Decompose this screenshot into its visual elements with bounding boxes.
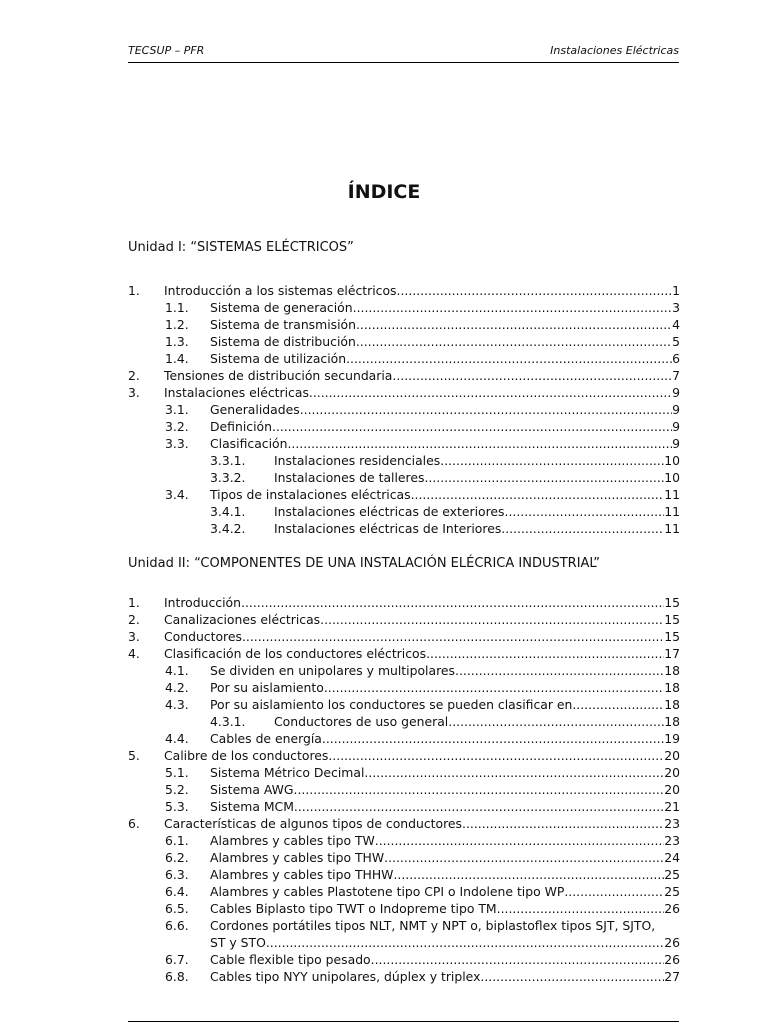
- toc-entry-label: Se dividen en unipolares y multipolares: [210, 663, 455, 678]
- toc-entry-page: 20: [664, 782, 680, 797]
- toc-entry-number: 3.3.2.: [210, 470, 246, 485]
- toc-entry[interactable]: [128, 747, 680, 764]
- toc-leader-dots: [353, 299, 672, 316]
- toc-entry-number: 6.: [128, 816, 140, 831]
- toc-entry-page: 11: [664, 521, 680, 536]
- toc-entry-label: Tensiones de distribución secundaria: [164, 368, 393, 383]
- toc-entry-label: Clasificación de los conductores eléctricos: [164, 646, 427, 661]
- toc-entry-page: 17: [664, 646, 680, 661]
- toc-entry-number: 6.3.: [165, 867, 189, 882]
- unit-1-heading: Unidad I: “SISTEMAS ELÉCTRICOS”: [128, 240, 354, 255]
- toc-entry[interactable]: [128, 435, 680, 452]
- toc-entry-number: 3.: [128, 629, 140, 644]
- toc-entry-number: 5.: [128, 748, 140, 763]
- toc-leader-dots: [364, 764, 664, 781]
- toc-entry-number: 1.: [128, 283, 140, 298]
- toc-entry-label: Generalidades: [210, 402, 300, 417]
- toc-entry-page: 11: [664, 504, 680, 519]
- toc-entry-label: Alambres y cables tipo THW: [210, 850, 385, 865]
- toc-leader-dots: [462, 815, 664, 832]
- toc-entry[interactable]: [128, 418, 680, 435]
- toc-entry-label: Sistema Métrico Decimal: [210, 765, 365, 780]
- toc-leader-dots: [426, 645, 664, 662]
- toc-entry-page: 26: [664, 901, 680, 916]
- toc-entry[interactable]: [128, 520, 680, 537]
- toc-entry[interactable]: [128, 452, 680, 469]
- toc-entry-label: Tipos de instalaciones eléctricas: [210, 487, 411, 502]
- toc-entry-label: Conductores: [164, 629, 242, 644]
- toc-entry[interactable]: [128, 900, 680, 917]
- toc-entry-label: Sistema de utilización: [210, 351, 347, 366]
- toc-entry-number: 3.4.1.: [210, 504, 246, 519]
- toc-entry-label: ST y STO: [210, 935, 266, 950]
- toc-leader-dots: [272, 418, 672, 435]
- toc-entry[interactable]: [128, 282, 680, 299]
- toc-leader-dots: [480, 968, 664, 985]
- toc-entry-label: Introducción a los sistemas eléctricos: [164, 283, 397, 298]
- toc-entry-number: 4.: [128, 646, 140, 661]
- toc-leader-dots: [328, 747, 664, 764]
- toc-entry-label: Alambres y cables tipo TW: [210, 833, 375, 848]
- toc-leader-dots: [320, 611, 664, 628]
- toc-entry-number: 2.: [128, 368, 140, 383]
- toc-entry[interactable]: [128, 968, 680, 985]
- toc-entry-number: 1.3.: [165, 334, 189, 349]
- toc-entry-page: 18: [664, 680, 680, 695]
- toc-entry-page: 9: [672, 385, 680, 400]
- toc-entry-number: 1.: [128, 595, 140, 610]
- toc-entry-label-line1: Cordones portátiles tipos NLT, NMT y NPT o, biplastoflex tipos SJT, SJTO,: [210, 918, 656, 933]
- toc-leader-dots: [455, 662, 664, 679]
- toc-entry-page: 15: [664, 595, 680, 610]
- toc-entry-page: 20: [664, 765, 680, 780]
- toc-entry[interactable]: [128, 696, 680, 713]
- toc-entry[interactable]: [128, 764, 680, 781]
- toc-entry-label: Calibre de los conductores: [164, 748, 329, 763]
- toc-entry-page: 18: [664, 697, 680, 712]
- toc-leader-dots: [411, 486, 665, 503]
- toc-leader-dots: [397, 282, 673, 299]
- toc-entry[interactable]: [128, 469, 680, 486]
- unit-2-toc: [128, 594, 680, 985]
- toc-entry-number: 4.3.: [165, 697, 189, 712]
- toc-leader-dots: [324, 679, 664, 696]
- toc-entry-number: 3.4.2.: [210, 521, 246, 536]
- toc-entry-number: 6.6.: [165, 918, 189, 933]
- toc-entry-page: 23: [664, 833, 680, 848]
- toc-leader-dots: [393, 866, 664, 883]
- toc-leader-dots: [294, 781, 665, 798]
- unit-2-heading: Unidad II: “COMPONENTES DE UNA INSTALACIÓN ELÉCRICA INDUSTRIAL”: [128, 556, 600, 571]
- toc-leader-dots: [242, 628, 664, 645]
- toc-leader-dots: [384, 849, 664, 866]
- page-header: [128, 44, 679, 63]
- toc-entry[interactable]: [128, 798, 680, 815]
- toc-entry-label: Instalaciones eléctricas: [164, 385, 309, 400]
- toc-entry-label: Conductores de uso general: [274, 714, 449, 729]
- toc-entry-page: 15: [664, 612, 680, 627]
- toc-entry[interactable]: [128, 594, 680, 611]
- toc-entry-number: 3.: [128, 385, 140, 400]
- toc-entry-page: 20: [664, 748, 680, 763]
- toc-entry-page: 9: [672, 419, 680, 434]
- toc-entry[interactable]: [128, 883, 680, 900]
- toc-entry-label: Instalaciones de talleres: [274, 470, 425, 485]
- toc-entry-page: 24: [664, 850, 680, 865]
- toc-entry[interactable]: [128, 401, 680, 418]
- toc-entry-number: 2.: [128, 612, 140, 627]
- toc-entry-number: 6.5.: [165, 901, 189, 916]
- toc-entry-label: Sistema MCM: [210, 799, 294, 814]
- toc-entry[interactable]: [128, 316, 680, 333]
- toc-entry-page: 26: [664, 952, 680, 967]
- toc-entry[interactable]: [128, 350, 680, 367]
- toc-entry-page: 25: [664, 867, 680, 882]
- toc-entry-number: 5.2.: [165, 782, 189, 797]
- toc-entry-label: Sistema de distribución: [210, 334, 356, 349]
- toc-entry-label: Cables de energía: [210, 731, 322, 746]
- toc-entry-page: 18: [664, 714, 680, 729]
- page-title: ÍNDICE: [347, 181, 421, 203]
- toc-entry-number: 6.8.: [165, 969, 189, 984]
- toc-entry-page: 4: [672, 317, 680, 332]
- toc-leader-dots: [440, 452, 664, 469]
- toc-entry[interactable]: [128, 781, 680, 798]
- toc-entry[interactable]: [128, 679, 680, 696]
- toc-entry-label: Definición: [210, 419, 272, 434]
- toc-entry[interactable]: [128, 849, 680, 866]
- toc-entry-page: 21: [664, 799, 680, 814]
- toc-leader-dots: [300, 401, 672, 418]
- toc-entry-page: 23: [664, 816, 680, 831]
- toc-entry[interactable]: [128, 645, 680, 662]
- toc-entry-number: 6.2.: [165, 850, 189, 865]
- toc-entry-number: 3.4.: [165, 487, 189, 502]
- toc-leader-dots: [371, 951, 665, 968]
- toc-entry-page: 1: [672, 283, 680, 298]
- toc-leader-dots: [572, 696, 664, 713]
- toc-entry-page: 18: [664, 663, 680, 678]
- toc-entry-number: 1.4.: [165, 351, 189, 366]
- toc-entry-page: 6: [672, 351, 680, 366]
- toc-entry-number: 3.3.: [165, 436, 189, 451]
- toc-entry[interactable]: [128, 367, 680, 384]
- toc-entry-number: 5.1.: [165, 765, 189, 780]
- toc-entry-page: 10: [664, 453, 680, 468]
- toc-entry-page: 27: [664, 969, 680, 984]
- toc-leader-dots: [564, 883, 664, 900]
- toc-entry-number: 3.3.1.: [210, 453, 246, 468]
- toc-entry-number: 6.4.: [165, 884, 189, 899]
- toc-entry-label: Alambres y cables Plastotene tipo CPI o Indolene tipo WP: [210, 884, 565, 899]
- toc-entry[interactable]: [128, 333, 680, 350]
- toc-entry-page: 5: [672, 334, 680, 349]
- toc-leader-dots: [424, 469, 664, 486]
- toc-entry-page: 9: [672, 436, 680, 451]
- toc-leader-dots: [287, 435, 672, 452]
- toc-entry-label: Cable flexible tipo pesado: [210, 952, 371, 967]
- toc-entry-label: Sistema de generación: [210, 300, 353, 315]
- toc-entry-number: 6.1.: [165, 833, 189, 848]
- toc-entry-page: 25: [664, 884, 680, 899]
- header-left: TECSUP – PFR: [128, 44, 205, 57]
- toc-entry-number: 5.3.: [165, 799, 189, 814]
- toc-entry-label: Por su aislamiento: [210, 680, 324, 695]
- toc-leader-dots: [322, 730, 664, 747]
- toc-entry-number: 1.2.: [165, 317, 189, 332]
- toc-entry[interactable]: [128, 713, 680, 730]
- toc-leader-dots: [448, 713, 664, 730]
- toc-leader-dots: [266, 934, 664, 951]
- toc-entry-label: Características de algunos tipos de conductores: [164, 816, 463, 831]
- toc-entry[interactable]: [128, 486, 680, 503]
- toc-leader-dots: [346, 350, 672, 367]
- toc-entry-label: Clasificación: [210, 436, 288, 451]
- toc-entry-label: Canalizaciones eléctricas: [164, 612, 321, 627]
- toc-leader-dots: [505, 503, 665, 520]
- toc-entry-number: 4.2.: [165, 680, 189, 695]
- toc-entry-number: 4.1.: [165, 663, 189, 678]
- toc-entry[interactable]: [128, 611, 680, 628]
- unit-1-toc: [128, 282, 680, 537]
- toc-entry-number: 1.1.: [165, 300, 189, 315]
- toc-entry-page: 7: [672, 368, 680, 383]
- toc-entry-page: 15: [664, 629, 680, 644]
- toc-entry[interactable]: [128, 832, 680, 849]
- toc-entry[interactable]: [128, 815, 680, 832]
- toc-entry-page: 19: [664, 731, 680, 746]
- toc-entry[interactable]: [128, 628, 680, 645]
- toc-entry-label: Cables Biplasto tipo TWT o Indopreme tipo TM: [210, 901, 497, 916]
- toc-entry-label: Cables tipo NYY unipolares, dúplex y triplex: [210, 969, 481, 984]
- toc-entry-page: 11: [664, 487, 680, 502]
- toc-entry-page: 9: [672, 402, 680, 417]
- toc-entry-number: 3.1.: [165, 402, 189, 417]
- toc-entry-label: Introducción: [164, 595, 241, 610]
- toc-entry[interactable]: [128, 951, 680, 968]
- toc-entry-label: Por su aislamiento los conductores se pueden clasificar en: [210, 697, 573, 712]
- header-right: Instalaciones Eléctricas: [550, 44, 679, 57]
- toc-entry[interactable]: [128, 730, 680, 747]
- toc-leader-dots: [392, 367, 672, 384]
- toc-leader-dots: [241, 594, 664, 611]
- toc-entry[interactable]: [128, 662, 680, 679]
- toc-entry-label: Alambres y cables tipo THHW: [210, 867, 394, 882]
- toc-leader-dots: [356, 316, 672, 333]
- toc-entry-number: 3.2.: [165, 419, 189, 434]
- footer-rule: [128, 1021, 679, 1022]
- toc-entry-label: Instalaciones residenciales: [274, 453, 441, 468]
- toc-leader-dots: [501, 520, 664, 537]
- toc-entry-number: 4.4.: [165, 731, 189, 746]
- toc-entry[interactable]: [128, 299, 680, 316]
- toc-entry[interactable]: [128, 384, 680, 401]
- toc-leader-dots: [497, 900, 665, 917]
- toc-leader-dots: [294, 798, 664, 815]
- toc-entry-number: 6.7.: [165, 952, 189, 967]
- toc-entry-label: Sistema de transmisión: [210, 317, 356, 332]
- toc-entry-number: 4.3.1.: [210, 714, 246, 729]
- toc-leader-dots: [309, 384, 672, 401]
- toc-entry[interactable]: [128, 503, 680, 520]
- toc-entry-page: 26: [664, 935, 680, 950]
- toc-entry-label: Instalaciones eléctricas de exteriores: [274, 504, 505, 519]
- toc-entry[interactable]: [128, 917, 680, 951]
- toc-entry-label: Sistema AWG: [210, 782, 294, 797]
- toc-entry[interactable]: [128, 866, 680, 883]
- toc-entry-page: 3: [672, 300, 680, 315]
- toc-leader-dots: [356, 333, 672, 350]
- toc-entry-page: 10: [664, 470, 680, 485]
- toc-leader-dots: [375, 832, 664, 849]
- toc-entry-label: Instalaciones eléctricas de Interiores: [274, 521, 502, 536]
